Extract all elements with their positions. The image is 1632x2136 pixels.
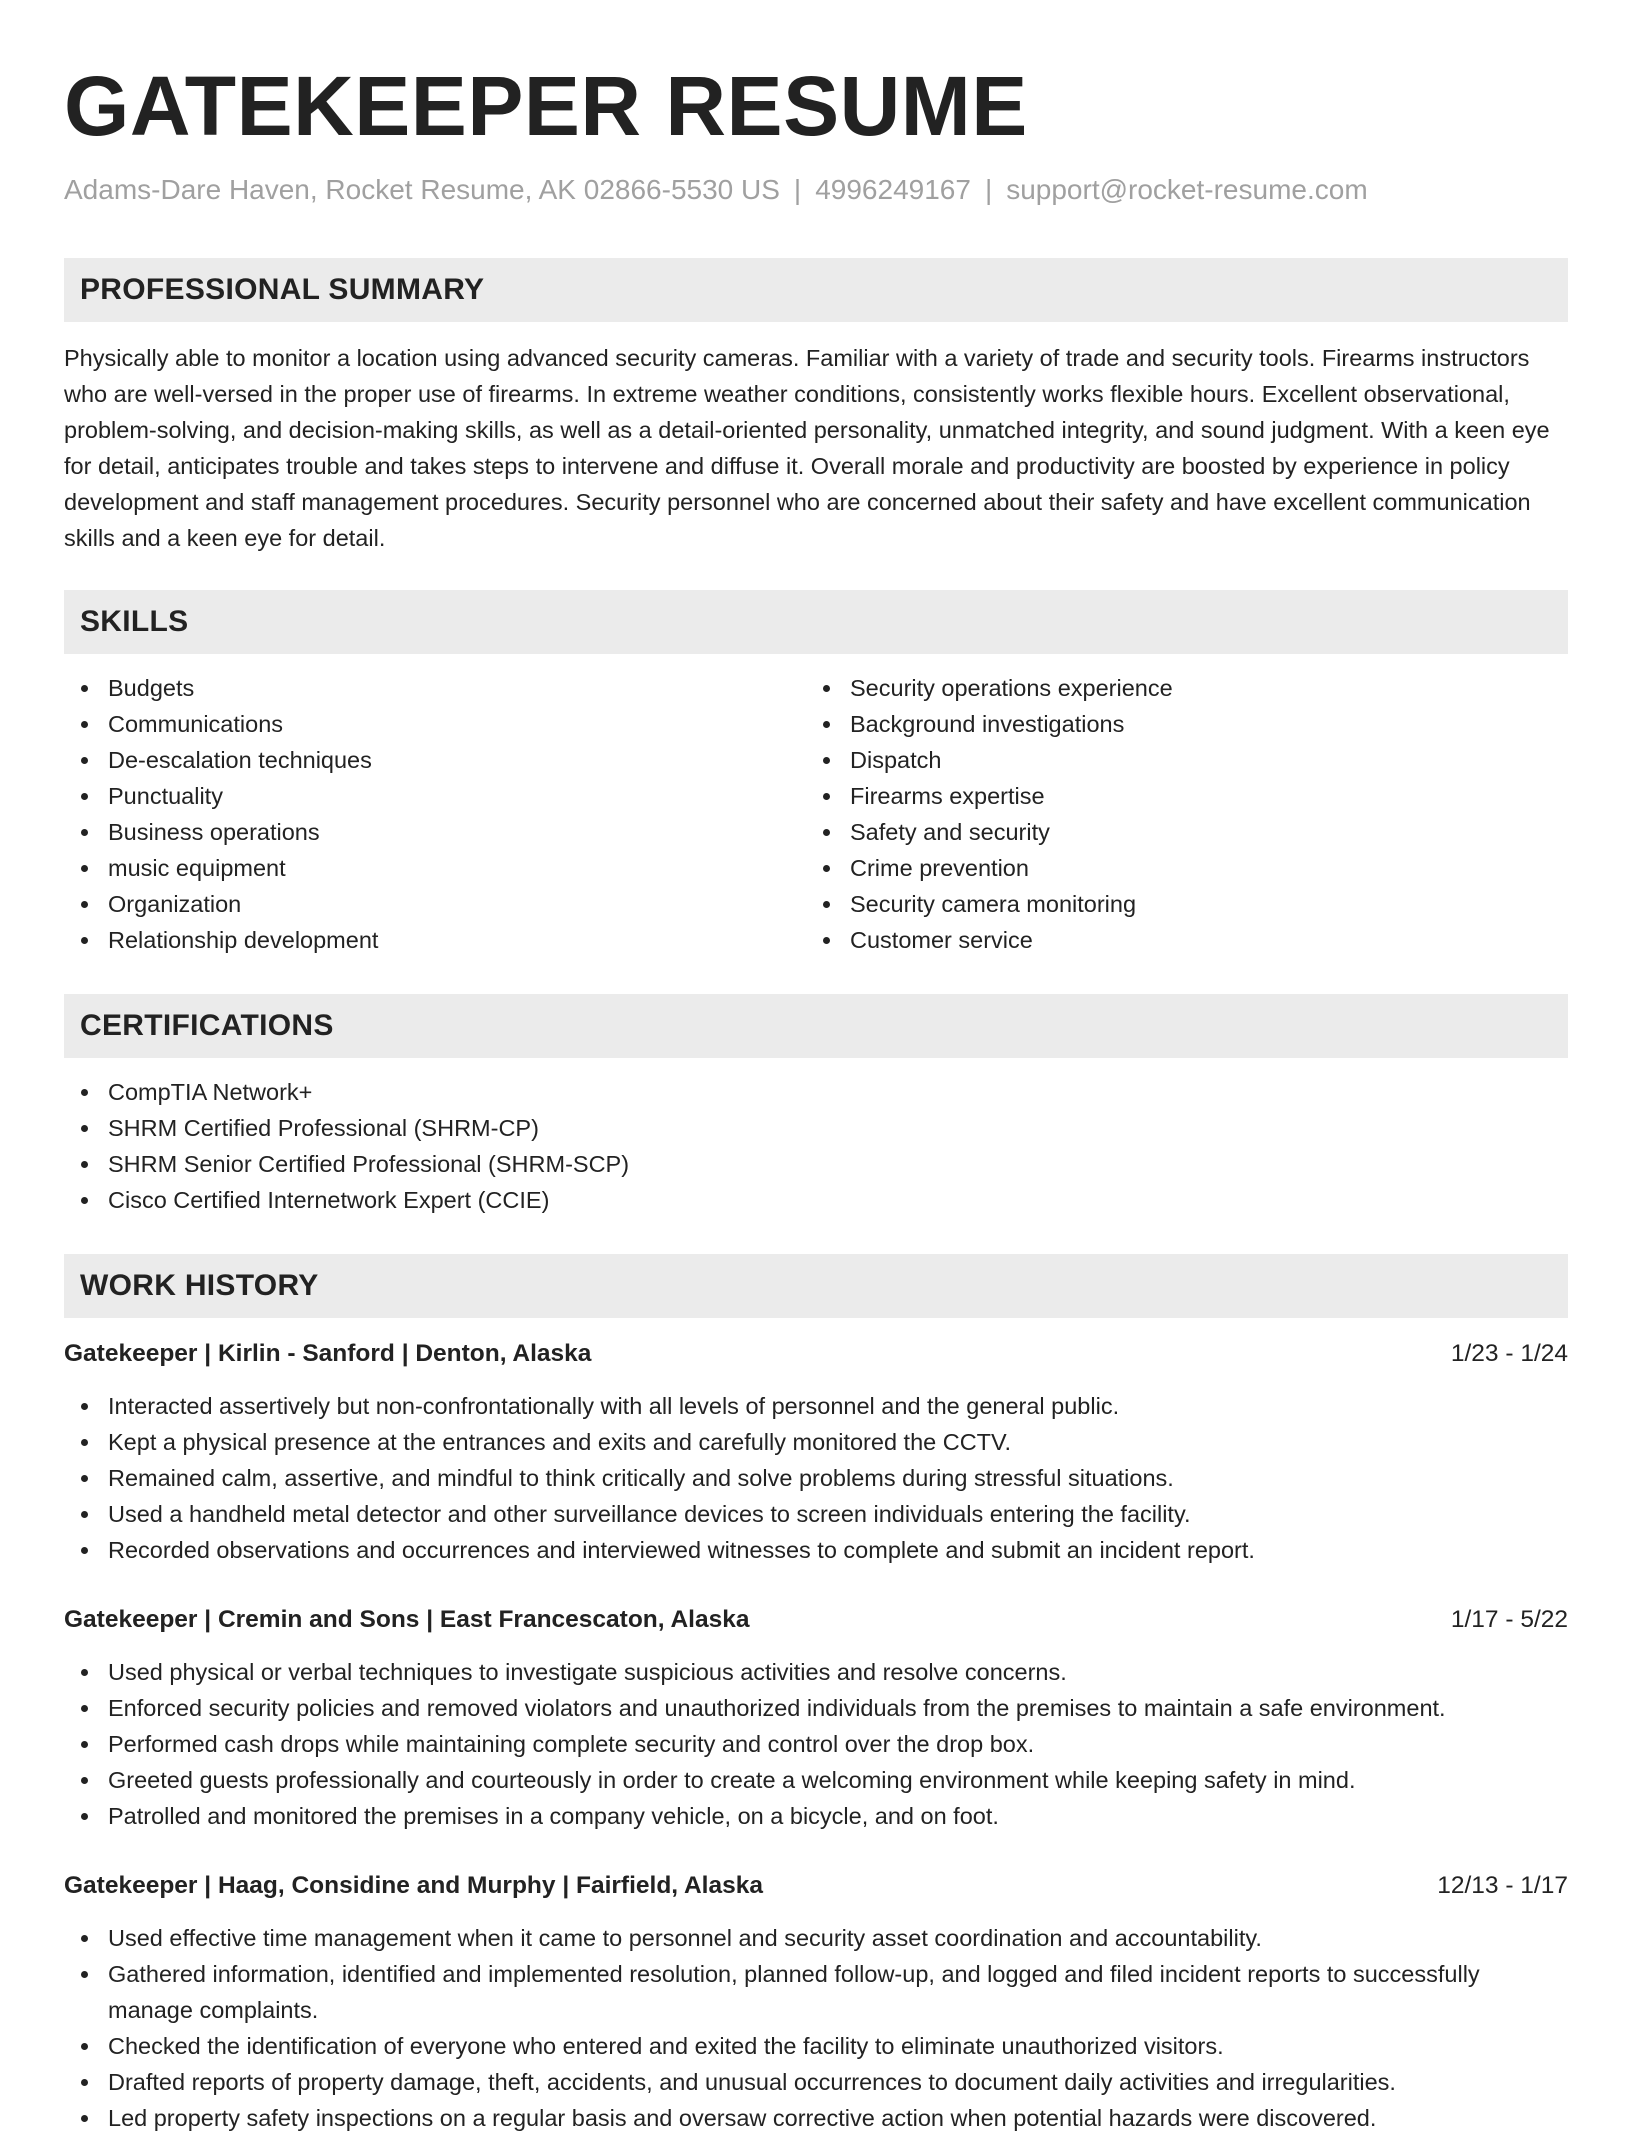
job-duty-item: Performed cash drops while maintaining complete security and control over the drop box. [64,1726,1568,1762]
job-duty-item: Gathered information, identified and implemented resolution, planned follow-up, and logged and filed incident reports to successfully manage complaints. [64,1956,1568,2028]
work-history-section-header [64,1254,1568,1318]
summary-text: Physically able to monitor a location using advanced security cameras. Familiar with a variety of trade and security tools. Firearms instructors who are well-versed in the proper use of firearms. In extreme weather conditions, consistently works flexible hours. Excellent observational, problem-solving, and decision-making skills, as well as a detail-oriented personality, unmatched integrity, and sound judgment. With a keen eye for detail, anticipates trouble and takes steps to intervene and diffuse it. Overall morale and productivity are boosted by experience in policy development and staff management procedures. Security personnel who are concerned about their safety and have excellent communication skills and a keen eye for detail. [64,345,1550,551]
job-title: Gatekeeper | Haag, Considine and Murphy | Fairfield, Alaska [64,1872,763,1899]
skills-grid [64,670,1568,958]
job-duty-item: Used a handheld metal detector and other surveillance devices to screen individuals entering the facility. [64,1496,1568,1532]
job-duty-item: Enforced security policies and removed violators and unauthorized individuals from the premises to maintain a safe environment. [64,1690,1568,1726]
job-dates: 12/13 - 1/17 [1437,1872,1568,1899]
job-header [64,1336,1568,1372]
job-duty-item: Greeted guests professionally and courteously in order to create a welcoming environment while keeping safety in mind. [64,1762,1568,1798]
skills-heading: SKILLS [80,605,189,638]
certifications-section-header [64,994,1568,1058]
skill-item: Firearms expertise [806,778,1548,814]
skill-item: Crime prevention [806,850,1548,886]
job-entry [64,1868,1568,2136]
job-dates: 1/23 - 1/24 [1450,1340,1568,1367]
contact-email: support@rocket-resume.com [1006,174,1368,205]
resume-page [64,0,1568,2136]
job-dates: 1/17 - 5/22 [1450,1606,1568,1633]
resume-title: GATEKEEPER RESUME [64,59,1028,153]
job-duty-item: Led property safety inspections on a regular basis and oversaw corrective action when potential hazards were discovered. [64,2100,1568,2136]
job-entry [64,1336,1568,1568]
skill-item: Dispatch [806,742,1548,778]
certification-item: SHRM Senior Certified Professional (SHRM-SCP) [64,1146,1568,1182]
skills-section-header [64,590,1568,654]
job-title: Gatekeeper | Cremin and Sons | East Francescaton, Alaska [64,1606,750,1633]
skills-left-list [64,670,806,958]
certifications-list [64,1074,1568,1218]
certification-item: CompTIA Network+ [64,1074,1568,1110]
skills-right-list [806,670,1548,958]
skill-item: Safety and security [806,814,1548,850]
job-duty-item: Recorded observations and occurrences and interviewed witnesses to complete and submit an incident report. [64,1532,1568,1568]
summary-heading: PROFESSIONAL SUMMARY [80,273,485,306]
job-duty-item: Used effective time management when it came to personnel and security asset coordination and accountability. [64,1920,1568,1956]
job-duty-item: Drafted reports of property damage, theft, accidents, and unusual occurrences to document daily activities and irregularities. [64,2064,1568,2100]
skill-item: De-escalation techniques [64,742,806,778]
skill-item: Relationship development [64,922,806,958]
job-duty-item: Interacted assertively but non-confrontationally with all levels of personnel and the general public. [64,1388,1568,1424]
contact-line [64,172,1568,208]
skill-item: Background investigations [806,706,1548,742]
job-entry [64,1602,1568,1834]
skill-item: Punctuality [64,778,806,814]
job-duty-item: Used physical or verbal techniques to investigate suspicious activities and resolve concerns. [64,1654,1568,1690]
job-duty-item: Patrolled and monitored the premises in a company vehicle, on a bicycle, and on foot. [64,1798,1568,1834]
skill-item: Organization [64,886,806,922]
skill-item: Communications [64,706,806,742]
skill-item: Budgets [64,670,806,706]
job-title: Gatekeeper | Kirlin - Sanford | Denton, Alaska [64,1340,592,1367]
work-history-heading: WORK HISTORY [80,1269,319,1302]
job-duties-list [64,1654,1568,1834]
contact-separator: | [984,174,993,205]
skill-item: Customer service [806,922,1548,958]
certifications-heading: CERTIFICATIONS [80,1009,334,1042]
job-header [64,1602,1568,1638]
summary-section-header [64,258,1568,322]
job-header [64,1868,1568,1904]
job-duty-item: Kept a physical presence at the entrances and exits and carefully monitored the CCTV. [64,1424,1568,1460]
job-duties-list [64,1388,1568,1568]
job-duty-item: Checked the identification of everyone who entered and exited the facility to eliminate unauthorized visitors. [64,2028,1568,2064]
skill-item: Business operations [64,814,806,850]
certification-item: Cisco Certified Internetwork Expert (CCIE) [64,1182,1568,1218]
contact-address: Adams-Dare Haven, Rocket Resume, AK 02866-5530 US [64,174,780,205]
skill-item: music equipment [64,850,806,886]
skill-item: Security camera monitoring [806,886,1548,922]
contact-separator: | [793,174,802,205]
skill-item: Security operations experience [806,670,1548,706]
job-duties-list [64,1920,1568,2136]
certification-item: SHRM Certified Professional (SHRM-CP) [64,1110,1568,1146]
contact-phone: 4996249167 [815,174,971,205]
job-duty-item: Remained calm, assertive, and mindful to think critically and solve problems during stressful situations. [64,1460,1568,1496]
